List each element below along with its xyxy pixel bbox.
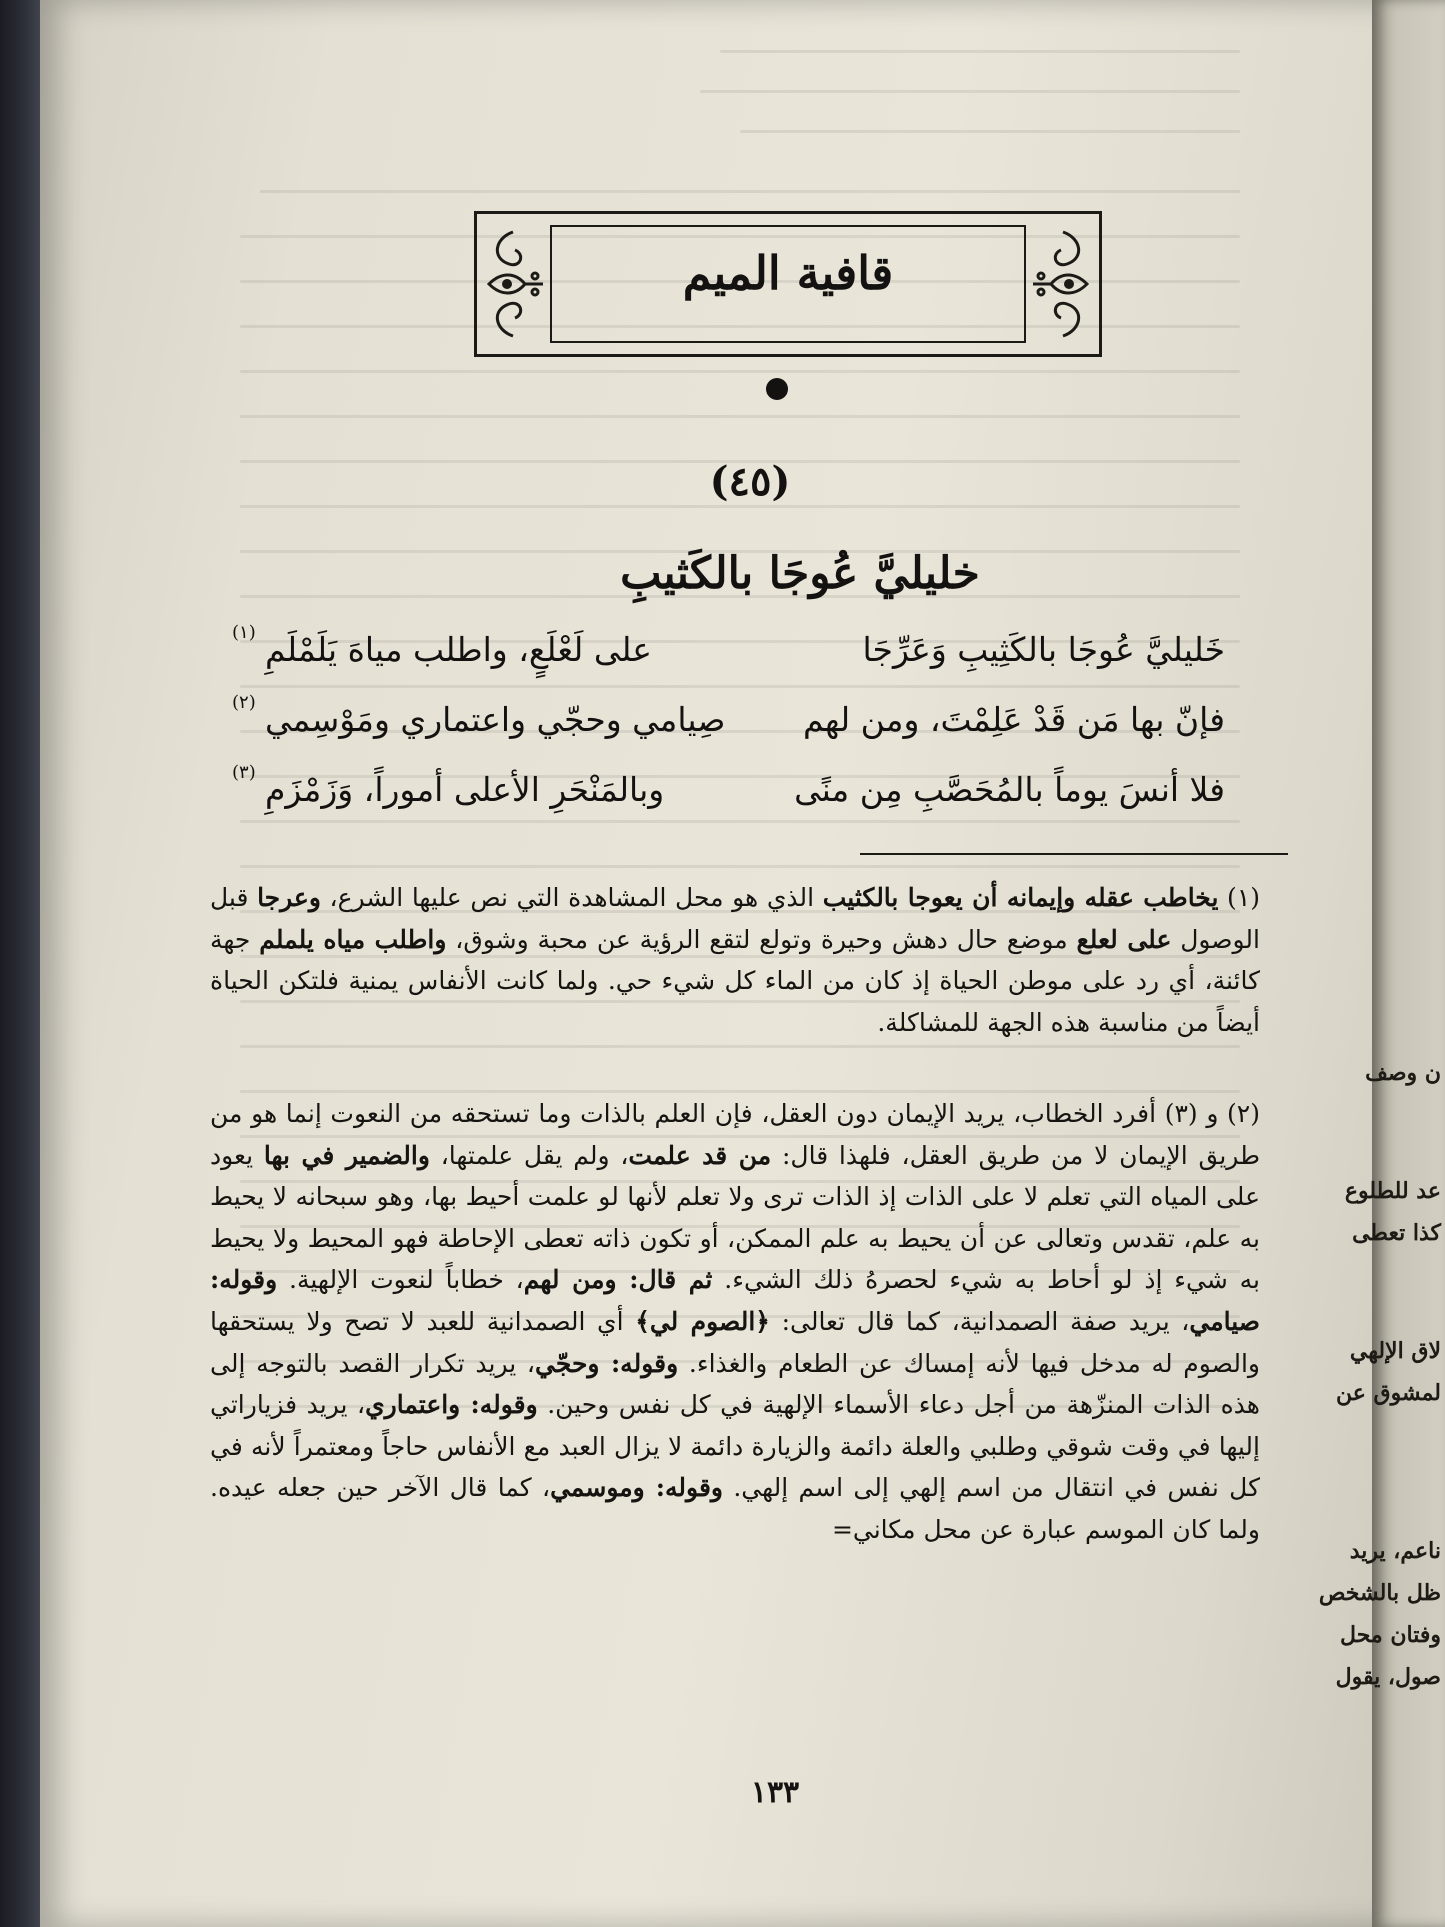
footnote-lemma: والضمير في بها bbox=[263, 1140, 430, 1170]
book-binding bbox=[0, 0, 40, 1927]
footnote-text: ، كما قال الآخر حين جعله عيده. ولما كان الموسم عبارة عن محل مكاني= bbox=[210, 1473, 1260, 1544]
footnote-text: ، يريد تكرار القصد بالتوجه إلى هذه الذات المنزّهة من أجل دعاء الأسماء الإلهية في كل نفس وحين. bbox=[210, 1348, 1260, 1420]
footnote-reference: (٢) bbox=[232, 692, 256, 713]
footnote-lemma: وقوله: وحجّي bbox=[534, 1348, 679, 1378]
verse-first-hemistich: خَليليَّ عُوجَا بالكَثِيبِ وَعَرِّجَا bbox=[862, 630, 1225, 669]
footnote-marker: (١) bbox=[1227, 883, 1261, 912]
footnote-lemma: وقوله: واعتماري bbox=[365, 1390, 538, 1420]
footnote-lemma: واطلب مياه يلملم bbox=[259, 924, 447, 954]
verse-second-hemistich: على لَعْلَعٍ، واطلب مياهَ يَلَمْلَمِ bbox=[265, 630, 652, 669]
footnote-text: موضع حال دهش وحيرة وتولع لتقع الرؤية عن محبة وشوق، bbox=[446, 924, 1077, 954]
footnote-lemma: يخاطب عقله وإيمانه أن يعوجا بالكثيب bbox=[822, 883, 1219, 912]
footnote-1 bbox=[210, 877, 1260, 1043]
facing-page-fragment: ناعم، يريد bbox=[1349, 1538, 1441, 1564]
facing-page-fragment: ن وصف bbox=[1365, 1060, 1441, 1086]
footnote-lemma: وقوله: صيامي bbox=[210, 1265, 1260, 1336]
footnote-lemma: من قد علمت bbox=[628, 1140, 772, 1170]
footnote-marker: (٢) و (٣) bbox=[1164, 1099, 1260, 1128]
facing-page-fragment: لاق الإلهي bbox=[1349, 1338, 1441, 1364]
facing-page-fragment: كذا تعطى bbox=[1352, 1220, 1441, 1246]
facing-page-fragment: عد للطلوع bbox=[1344, 1178, 1441, 1204]
footnote-text: ، خطاباً لنعوت الإلهية. bbox=[277, 1265, 524, 1295]
verse-first-hemistich: فإنّ بها مَن قَدْ عَلِمْتَ، ومن لهم bbox=[802, 700, 1225, 739]
footnote-reference: (١) bbox=[232, 622, 256, 643]
footnote-text: قبل الوصول bbox=[210, 883, 1260, 954]
footnote-lemma: وقوله: وموسمي bbox=[550, 1473, 723, 1503]
section-dot bbox=[766, 378, 788, 400]
section-title: قافية الميم bbox=[682, 246, 894, 300]
facing-page-fragment: ظل بالشخص bbox=[1318, 1580, 1441, 1606]
verse-first-hemistich: فلا أنسَ يوماً بالمُحَصَّبِ مِن منًى bbox=[794, 770, 1225, 809]
footnote-text: أفرد الخطاب، يريد الإيمان دون العقل، فإن العلم بالذات وما تستحقه من النعوت إنما هو من طريق الإيمان لا من طريق العقل، فلهذا قال: bbox=[210, 1099, 1260, 1170]
verse bbox=[0, 762, 1445, 830]
footnote-2-3 bbox=[210, 1093, 1260, 1551]
footnote-lemma: على لعلع bbox=[1076, 924, 1172, 954]
verse bbox=[0, 692, 1445, 760]
footnote-text: جهة كائنة، أي رد على موطن الحياة إذ كان من الماء كل شيء حي. ولما كانت الأنفاس يمنية فلتكن الحياة أيضاً من مناسبة هذه الجهة للمشاكلة. bbox=[210, 924, 1260, 1037]
footnote-text: الذي هو محل المشاهدة التي نص عليها الشرع، bbox=[320, 883, 823, 912]
footnote-text: ، يريد فزياراتي إليها في وقت شوقي وطلبي والعلة دائمة والزيارة دائمة لا يزال العبد مع الأنفاس حاجاً ومعتمراً لأنه في كل نفس في انتقال من اسم إلهي إلى اسم إلهي. bbox=[210, 1390, 1261, 1503]
footnote-text: أي الصمدانية للعبد لا تصح ولا يستحقها والصوم له مدخل فيها لأنه إمساك عن الطعام والغذاء. bbox=[210, 1306, 1260, 1378]
facing-page-fragment: صول، يقول bbox=[1335, 1664, 1441, 1690]
footnote-text: يعود على المياه التي تعلم لا على الذات إذ الذات ترى ولا تعلم لأنها لو علمت أحيط بها، وهو سبحانه لا يحيط به علم، تقدس وتعالى عن أن يحيط به علم الممكن، أو تكون ذاته تعطى الإحاطة فهو المحيط ولا يحيط به شيء إذ لو أحاط به شيء لحصرهُ ذلك الشيء. bbox=[210, 1140, 1260, 1295]
footnote-divider bbox=[860, 853, 1288, 855]
footnote-text: ، يريد صفة الصمدانية، كما قال تعالى: bbox=[769, 1306, 1190, 1336]
verse-second-hemistich: وبالمَنْحَرِ الأعلى أموراً، وَزَمْزَمِ bbox=[265, 770, 665, 809]
poem-number: (٤٥) bbox=[709, 458, 791, 505]
verse-second-hemistich: صِيامي وحجّي واعتماري ومَوْسِمي bbox=[265, 700, 726, 739]
footnote-reference: (٣) bbox=[232, 762, 256, 783]
facing-page-fragment: وفتان محل bbox=[1340, 1622, 1441, 1648]
footnote-text: ، ولم يقل علمتها، bbox=[429, 1140, 629, 1170]
verse bbox=[0, 622, 1445, 690]
footnote-lemma: ﴿الصوم لي﴾ bbox=[635, 1306, 770, 1336]
facing-page-edge bbox=[1318, 0, 1445, 1927]
section-title-frame bbox=[474, 211, 1102, 357]
facing-page-fragment: لمشوق عن bbox=[1335, 1380, 1441, 1406]
page-number: ١٣٣ bbox=[750, 1775, 800, 1810]
poem-title: خليليَّ عُوجَا بالكَثيبِ bbox=[620, 548, 980, 599]
footnote-lemma: ثم قال: ومن لهم bbox=[523, 1265, 713, 1295]
footnote-lemma: وعرجا bbox=[257, 883, 321, 912]
